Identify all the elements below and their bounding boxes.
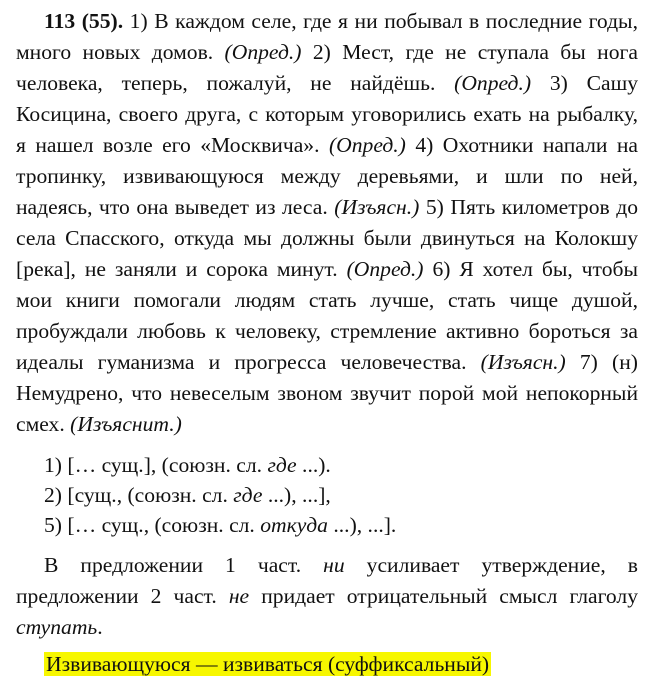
sentence-4-num: 4) — [415, 133, 434, 157]
sentence-3-num: 3) — [549, 71, 568, 95]
sentence-4: Охотники напали на тропинку, извивающуюся между деревьями, и шли по ней, надеясь, что она выведет из леса. — [16, 133, 638, 219]
sentence-1: В каждом селе, где я ни побывал в последние годы, много новых домов. — [16, 9, 638, 64]
sentence-schemes — [44, 450, 638, 540]
scheme-row: 5) [… сущ., (союзн. сл. откуда ...), ...]. — [44, 513, 397, 537]
sentence-6-tag: (Изъясн.) — [480, 350, 566, 374]
sentence-5-num: 5) — [425, 195, 444, 219]
sentence-5-tag: (Опред.) — [346, 257, 424, 281]
sentence-7: (н) Немудрено, что невеселым звоном звучит порой мой непокорный смех. — [16, 350, 638, 436]
particle-note: В предложении 1 част. ни усиливает утверждение, в предложении 2 част. не придает отрицательный смысл глаголу ступать. — [16, 553, 639, 639]
highlight: Извивающуюся — извиваться (суффиксальный) — [46, 652, 490, 676]
sentence-6: Я хотел бы, чтобы мои книги помогали людям стать лучше, стать чище душой, пробуждали любовь к человеку, стремление активно бороться за идеалы гуманизма и прогресса человечества. — [16, 257, 638, 374]
sentence-7-tag: (Изъяснит.) — [70, 412, 182, 436]
scheme-row: 1) [… сущ.], (союзн. сл. где ...). — [44, 453, 331, 477]
exercise-text — [16, 6, 638, 440]
sentence-1-tag: (Опред.) — [224, 40, 302, 64]
sentence-7-num: 7) — [579, 350, 598, 374]
exercise-number: 113 (55). — [44, 9, 124, 33]
sentence-6-num: 6) — [432, 257, 451, 281]
sentence-3-tag: (Опред.) — [328, 133, 406, 157]
scheme-row: 2) [сущ., (союзн. сл. где ...), ...], — [44, 483, 331, 507]
sentence-5: Пять километров до села Спасского, откуда мы должны были двинуться на Колокшу [река], не заняли и сорока минут. — [16, 195, 638, 281]
highlighted-answer — [44, 649, 638, 680]
sentence-3: Сашу Косицина, своего друга, с которым уговорились ехать на рыбалку, я нашел возле его «Москвича». — [16, 71, 639, 157]
sentence-2-num: 2) — [312, 40, 331, 64]
sentence-1-num: 1) — [129, 9, 148, 33]
sentence-2: Мест, где не ступала бы нога человека, теперь, пожалуй, не найдёшь. — [16, 40, 638, 95]
sentence-2-tag: (Опред.) — [454, 71, 532, 95]
sentence-4-tag: (Изъясн.) — [334, 195, 420, 219]
